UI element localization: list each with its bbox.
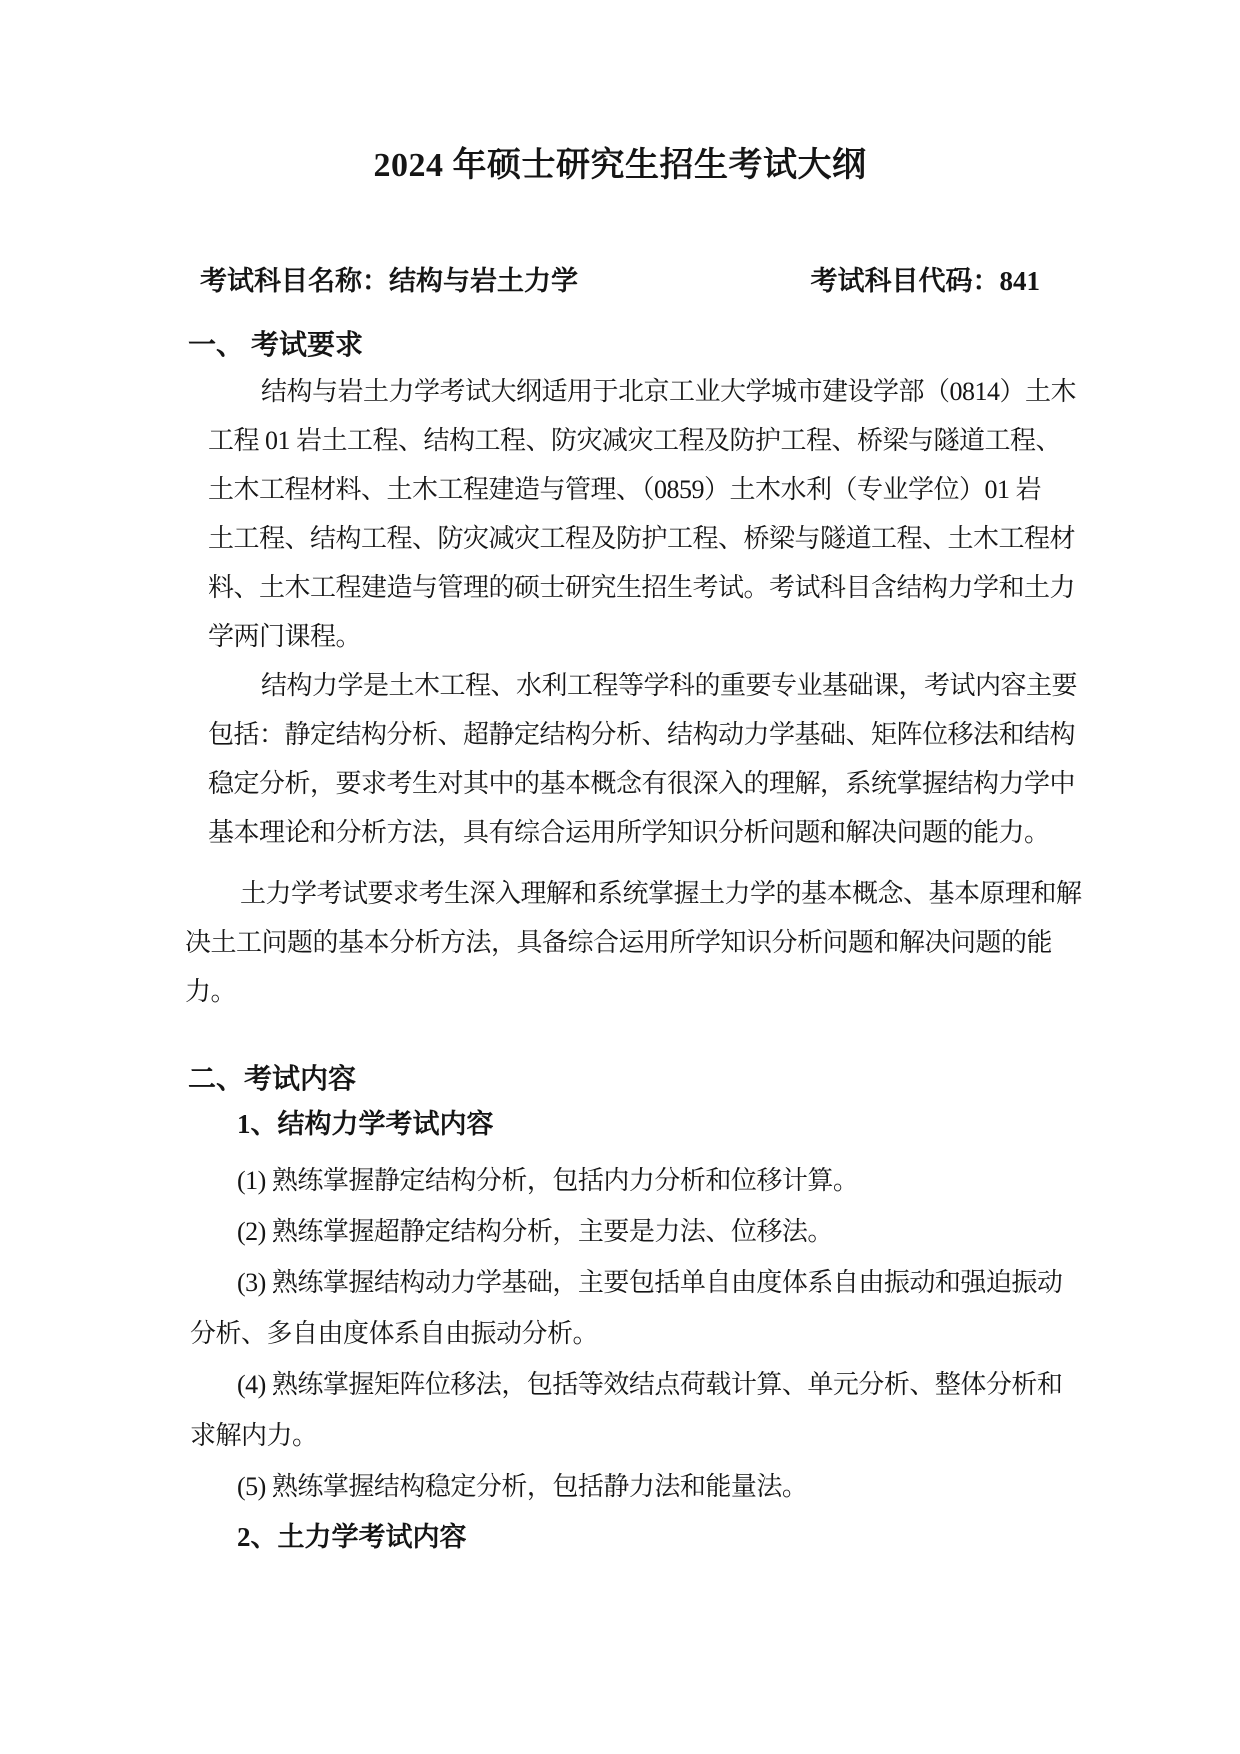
list-item: (5) 熟练掌握结构稳定分析，包括静力法和能量法。 — [237, 1472, 808, 1501]
text-line: 学两门课程。 — [208, 622, 362, 651]
text-line: 结构与岩土力学考试大纲适用于北京工业大学城市建设学部（0814）土木 — [261, 377, 1077, 406]
subject-name-label: 考试科目名称：结构与岩土力学 — [200, 266, 578, 296]
text-line: 力。 — [185, 977, 237, 1006]
page-title: 2024 年硕士研究生招生考试大纲 — [373, 147, 867, 184]
text-line: 包括：静定结构分析、超静定结构分析、结构动力学基础、矩阵位移法和结构 — [208, 720, 1076, 749]
text-line: 土木工程材料、土木工程建造与管理、（0859）土木水利（专业学位）01 岩 — [208, 475, 1042, 504]
text-line: 结构力学是土木工程、水利工程等学科的重要专业基础课，考试内容主要 — [261, 671, 1078, 700]
list-item: (4) 熟练掌握矩阵位移法，包括等效结点荷载计算、单元分析、整体分析和 — [237, 1370, 1063, 1399]
list-item-continuation: 分析、多自由度体系自由振动分析。 — [190, 1319, 599, 1348]
text-line: 料、土木工程建造与管理的硕士研究生招生考试。考试科目含结构力学和土力 — [208, 573, 1076, 602]
text-line: 决土工问题的基本分析方法，具备综合运用所学知识分析问题和解决问题的能 — [185, 928, 1053, 957]
subsection-2-heading: 2、土力学考试内容 — [237, 1522, 467, 1552]
subsection-1-heading: 1、结构力学考试内容 — [237, 1109, 494, 1139]
subject-code-label: 考试科目代码：841 — [810, 266, 1040, 296]
list-item: (2) 熟练掌握超静定结构分析，主要是力法、位移法。 — [237, 1217, 833, 1246]
text-line: 稳定分析，要求考生对其中的基本概念有很深入的理解，系统掌握结构力学中 — [208, 769, 1076, 798]
text-line: 基本理论和分析方法，具有综合运用所学知识分析问题和解决问题的能力。 — [208, 818, 1050, 847]
section-1-heading: 一、 考试要求 — [188, 330, 364, 361]
section-2-heading: 二、考试内容 — [188, 1064, 357, 1095]
text-line: 土工程、结构工程、防灾减灾工程及防护工程、桥梁与隧道工程、土木工程材 — [208, 524, 1076, 553]
list-item-continuation: 求解内力。 — [190, 1421, 318, 1450]
text-line: 土力学考试要求考生深入理解和系统掌握土力学的基本概念、基本原理和解 — [240, 879, 1082, 908]
paragraph-structural-mechanics — [0, 661, 1240, 857]
list-item: (1) 熟练掌握静定结构分析，包括内力分析和位移计算。 — [237, 1166, 859, 1195]
paragraph-scope — [0, 367, 1240, 661]
subject-row — [200, 264, 1040, 298]
exam-content-list — [0, 1155, 1240, 1563]
text-line: 工程 01 岩土工程、结构工程、防灾减灾工程及防护工程、桥梁与隧道工程、 — [208, 426, 1062, 455]
list-item: (3) 熟练掌握结构动力学基础，主要包括单自由度体系自由振动和强迫振动 — [237, 1268, 1063, 1297]
paragraph-soil-mechanics — [0, 869, 1240, 1016]
